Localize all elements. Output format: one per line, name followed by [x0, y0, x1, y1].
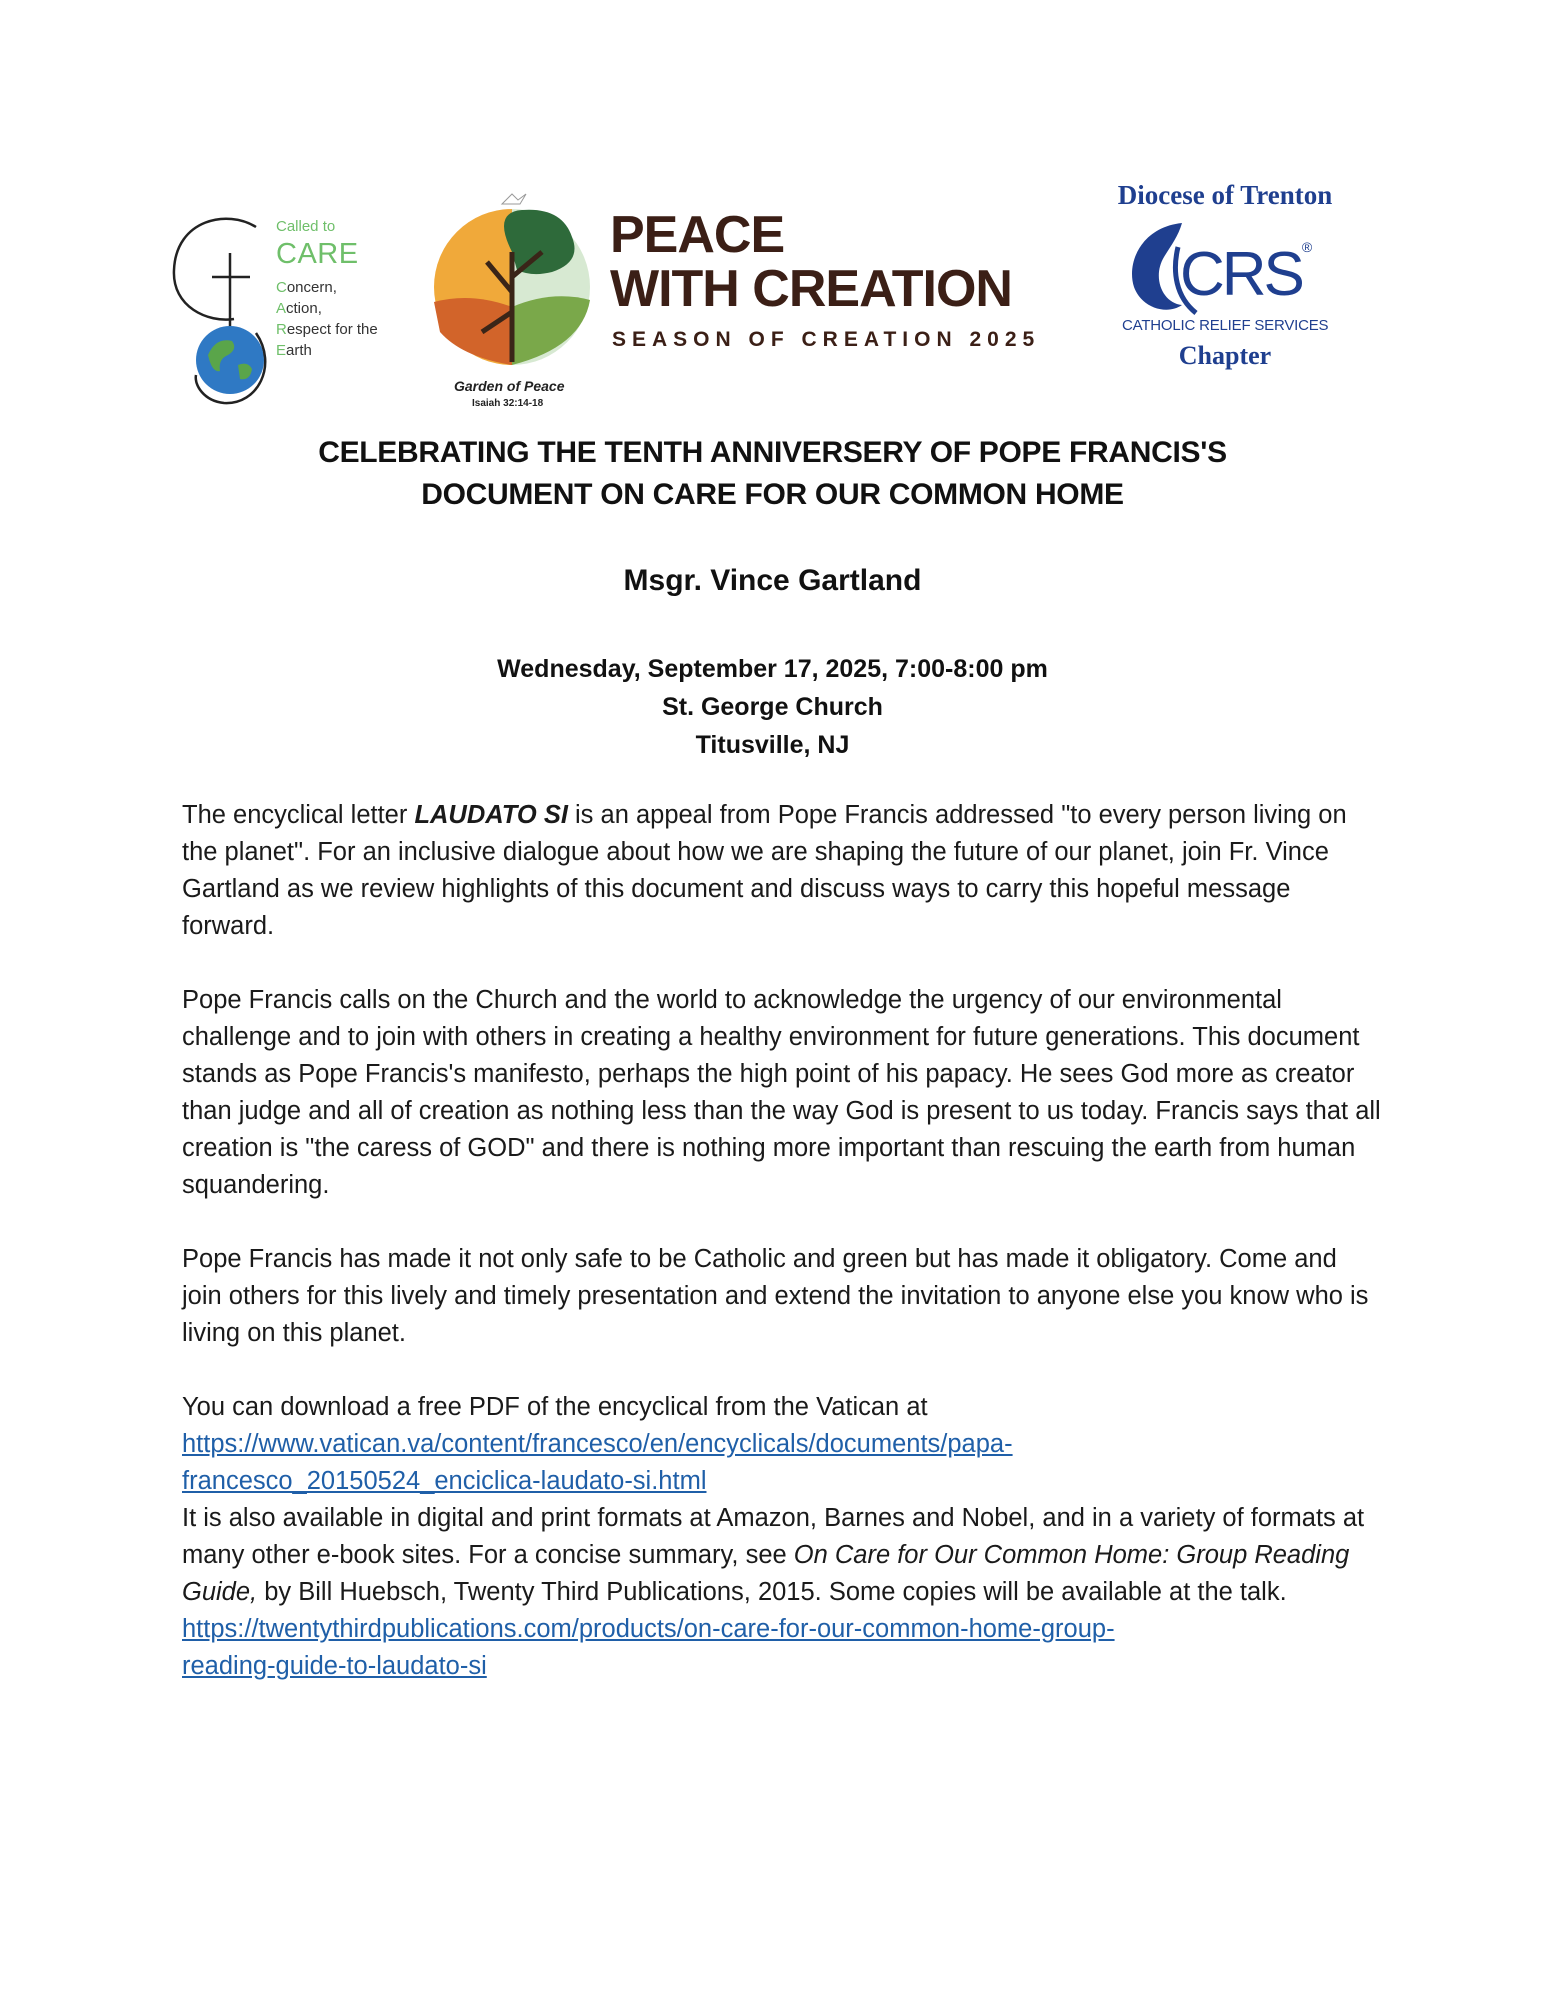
peace-with-creation-logo	[432, 182, 1072, 412]
headline-line-2: DOCUMENT ON CARE FOR OUR COMMON HOME	[421, 478, 1124, 511]
paragraph-urgency: Pope Francis calls on the Church and the world to acknowledge the urgency of our environmental challenge and to join with others in creating a healthy environment for future generations. This document stands as Pope Francis's manifesto, perhaps the high point of his papacy. He sees God more as creator than judge and all of creation as nothing less than the way God is present to us today. Francis says that all creation is "the caress of GOD" and there is nothing more important than rescuing the earth from human squandering.	[182, 986, 1381, 1199]
peace-title: PEACE WITH CREATION	[610, 206, 1012, 318]
speaker-name: Msgr. Vince Gartland	[623, 564, 922, 597]
event-details	[0, 650, 1545, 764]
laudato-si-title: LAUDATO SI	[414, 801, 568, 829]
headline	[0, 432, 1545, 516]
isaiah-reference: Isaiah 32:14-18	[472, 398, 544, 409]
care-line-concern: Concern,	[276, 279, 337, 296]
event-datetime: Wednesday, September 17, 2025, 7:00-8:00 pm	[497, 655, 1048, 683]
body-text	[182, 797, 1382, 1685]
paragraph-intro: The encyclical letter LAUDATO SI is an appeal from Pope Francis addressed "to every person living on the planet". For an inclusive dialogue about how we are shaping the future of our planet, join Fr. Vince Gartland as we review highlights of this document and discuss ways to carry this hopeful message forward.	[182, 801, 1347, 940]
care-symbol-icon	[168, 215, 268, 410]
reading-guide-title: On Care for Our Common Home: Group Reading Guide,	[182, 1541, 1350, 1606]
crs-logo	[1080, 180, 1370, 410]
tree-globe-icon	[432, 182, 592, 382]
season-of-creation: SEASON OF CREATION 2025	[612, 328, 1041, 351]
event-venue: St. George Church	[662, 693, 883, 721]
crs-letters: CRS®	[1180, 239, 1310, 309]
event-city: Titusville, NJ	[695, 731, 850, 759]
care-line-action: Action,	[276, 300, 322, 317]
garden-of-peace: Garden of Peace	[454, 378, 565, 394]
care-line-respect: Respect for the	[276, 321, 378, 338]
crs-chapter: Chapter	[1178, 341, 1272, 370]
crs-mark	[1080, 217, 1370, 337]
paragraph-download: You can download a free PDF of the encyclical from the Vatican at https://www.vatican.va/content/francesco/en/encyclicals/documents/papa- francesco_20150524_enciclica-laudato-si.html It is also available in digital and print formats at Amazon, Barnes and Nobel, and in a variety of formats at many other e-book sites. For a concise summary, see On Care for Our Common Home: Group Reading Guide, by Bill Huebsch, Twenty Third Publications, 2015. Some copies will be available at the talk. https://twentythirdpublications.com/products/on-care-for-our-common-home-group- reading-guide-to-laudato-si	[182, 1389, 1382, 1685]
care-line-earth: Earth	[276, 342, 312, 359]
diocese-of-trenton: Diocese of Trenton	[1117, 180, 1333, 210]
care-called-to: Called to	[276, 218, 336, 235]
care-word: CARE	[276, 238, 359, 270]
reading-guide-link[interactable]: https://twentythirdpublications.com/products/on-care-for-our-common-home-group- reading-guide-to-laudato-si	[182, 1615, 1115, 1680]
paragraph-invitation: Pope Francis has made it not only safe to be Catholic and green but has made it obligatory. Come and join others for this lively and timely presentation and extend the invitation to anyone else you know who is living on this planet.	[182, 1245, 1369, 1347]
vatican-pdf-link[interactable]: https://www.vatican.va/content/francesco/en/encyclicals/documents/papa- francesco_20150524_enciclica-laudato-si.html	[182, 1430, 1013, 1495]
catholic-relief-services: CATHOLIC RELIEF SERVICES	[1122, 317, 1329, 334]
called-to-care-logo	[168, 215, 388, 410]
headline-line-1: CELEBRATING THE TENTH ANNIVERSERY OF POPE FRANCIS'S	[318, 436, 1227, 469]
